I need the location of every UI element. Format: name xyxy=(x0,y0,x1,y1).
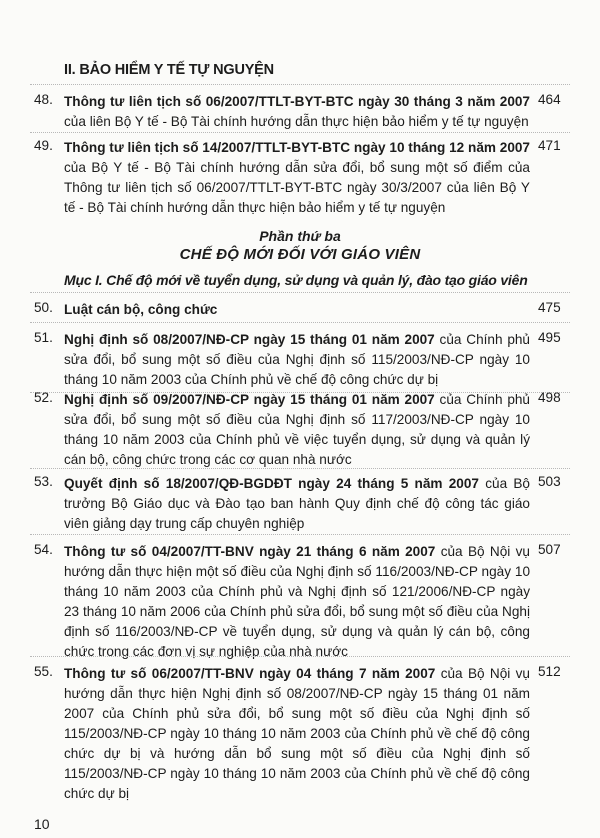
entry-title: Nghị định số 09/2007/NĐ-CP ngày 15 tháng 01 năm 2007 xyxy=(64,392,435,407)
part-title: Phần thứ ba xyxy=(259,228,341,244)
entry-number: 50. xyxy=(34,300,53,315)
entry-page: 512 xyxy=(538,664,561,679)
divider xyxy=(30,656,570,657)
entry-description: của Bộ trưởng Bộ Giáo dục và Đào tạo ban hành Quy định chế độ công tác giáo viên giảng dạy trung cấp chuyên nghiệp xyxy=(64,476,530,531)
entry-text xyxy=(64,330,530,390)
entry-description: của Bộ Nội vụ hướng dẫn thực hiện một số điều của Nghị định số 116/2003/NĐ-CP ngày 10 tháng 10 năm 2003 của Chính phủ và Nghị định số 121/2006/NĐ-CP ngày 23 tháng 10 năm 2006 của Chính phủ sửa đổi, bổ sung một số điều của Nghị định số 116/2003/NĐ-CP về tuyển dụng, sử dụng và quản lý cán bộ, công chức trong các đơn vị sự nghiệp của nhà nước xyxy=(64,544,530,659)
entry-number: 48. xyxy=(34,92,53,107)
entry-title: Thông tư liên tịch số 14/2007/TTLT-BYT-BTC ngày 10 tháng 12 năm 2007 xyxy=(64,140,530,155)
entry-page: 471 xyxy=(538,138,561,153)
entry-description: của Chính phủ sửa đổi, bổ sung một số điều của Nghị định số 117/2003/NĐ-CP ngày 10 tháng 10 năm 2003 của Chính phủ về việc tuyển dụng, sử dụng và quản lý cán bộ, công chức trong các cơ quan nhà nước xyxy=(64,392,530,467)
page-number: 10 xyxy=(34,816,50,832)
entry-text xyxy=(64,138,530,218)
divider xyxy=(30,292,570,293)
entry-number: 52. xyxy=(34,390,53,405)
section-heading: II. BẢO HIỂM Y TẾ TỰ NGUYỆN xyxy=(64,62,274,78)
chapter-title: CHẾ ĐỘ MỚI ĐỐI VỚI GIÁO VIÊN xyxy=(179,246,421,263)
entry-title: Luật cán bộ, công chức xyxy=(64,302,218,317)
entry-description: của Bộ Nội vụ hướng dẫn thực hiện Nghị định số 08/2007/NĐ-CP ngày 15 tháng 01 năm 2007 của Chính phủ sửa đổi, bổ sung một số điều của Nghị định số 115/2003/NĐ-CP ngày 10 tháng 10 năm 2003 của Chính phủ về chế độ công chức dự bị và hướng dẫn bổ sung một số điều của Nghị định số 115/2003/NĐ-CP ngày 10 tháng 10 năm 2003 của Chính phủ về chế độ công chức dự bị xyxy=(64,666,530,801)
entry-text xyxy=(64,92,530,132)
divider xyxy=(30,132,570,133)
entry-description: của Chính phủ sửa đổi, bổ sung một số điều của Nghị định số 115/2003/NĐ-CP ngày 10 tháng 10 năm 2003 của Chính phủ về chế độ công chức dự bị xyxy=(64,332,530,387)
entry-page: 495 xyxy=(538,330,561,345)
entry-number: 55. xyxy=(34,664,53,679)
entry-description: của liên Bộ Y tế - Bộ Tài chính hướng dẫn thực hiện bảo hiểm y tế tự nguyện xyxy=(64,114,529,129)
entry-title: Quyết định số 18/2007/QĐ-BGDĐT ngày 24 tháng 5 năm 2007 xyxy=(64,476,479,491)
entry-page: 503 xyxy=(538,474,561,489)
entry-text xyxy=(64,542,530,662)
entry-number: 51. xyxy=(34,330,53,345)
entry-title: Thông tư số 04/2007/TT-BNV ngày 21 tháng 6 năm 2007 xyxy=(64,544,436,559)
entry-text xyxy=(64,474,530,534)
entry-title: Thông tư số 06/2007/TT-BNV ngày 04 tháng 7 năm 2007 xyxy=(64,666,436,681)
entry-number: 54. xyxy=(34,542,53,557)
divider xyxy=(30,534,570,535)
entry-text xyxy=(64,300,530,320)
entry-page: 498 xyxy=(538,390,561,405)
divider xyxy=(30,322,570,323)
entry-description: của Bộ Y tế - Bộ Tài chính hướng dẫn sửa đổi, bổ sung một số điểm của Thông tư liên tịch số 06/2007/TTLT-BYT-BTC ngày 30/3/2007 của liên Bộ Y tế - Bộ Tài chính hướng dẫn thực hiện bảo hiểm y tế tự nguyện xyxy=(64,160,530,215)
entry-page: 464 xyxy=(538,92,561,107)
entry-title: Thông tư liên tịch số 06/2007/TTLT-BYT-BTC ngày 30 tháng 3 năm 2007 xyxy=(64,94,530,109)
entry-title: Nghị định số 08/2007/NĐ-CP ngày 15 tháng 01 năm 2007 xyxy=(64,332,435,347)
entry-number: 53. xyxy=(34,474,53,489)
sub-heading: Mục I. Chế độ mới về tuyển dụng, sử dụng và quản lý, đào tạo giáo viên xyxy=(64,272,528,288)
entry-page: 507 xyxy=(538,542,561,557)
entry-text xyxy=(64,664,530,804)
entry-page: 475 xyxy=(538,300,561,315)
entry-text xyxy=(64,390,530,470)
divider xyxy=(30,84,570,85)
entry-number: 49. xyxy=(34,138,53,153)
divider xyxy=(30,468,570,469)
